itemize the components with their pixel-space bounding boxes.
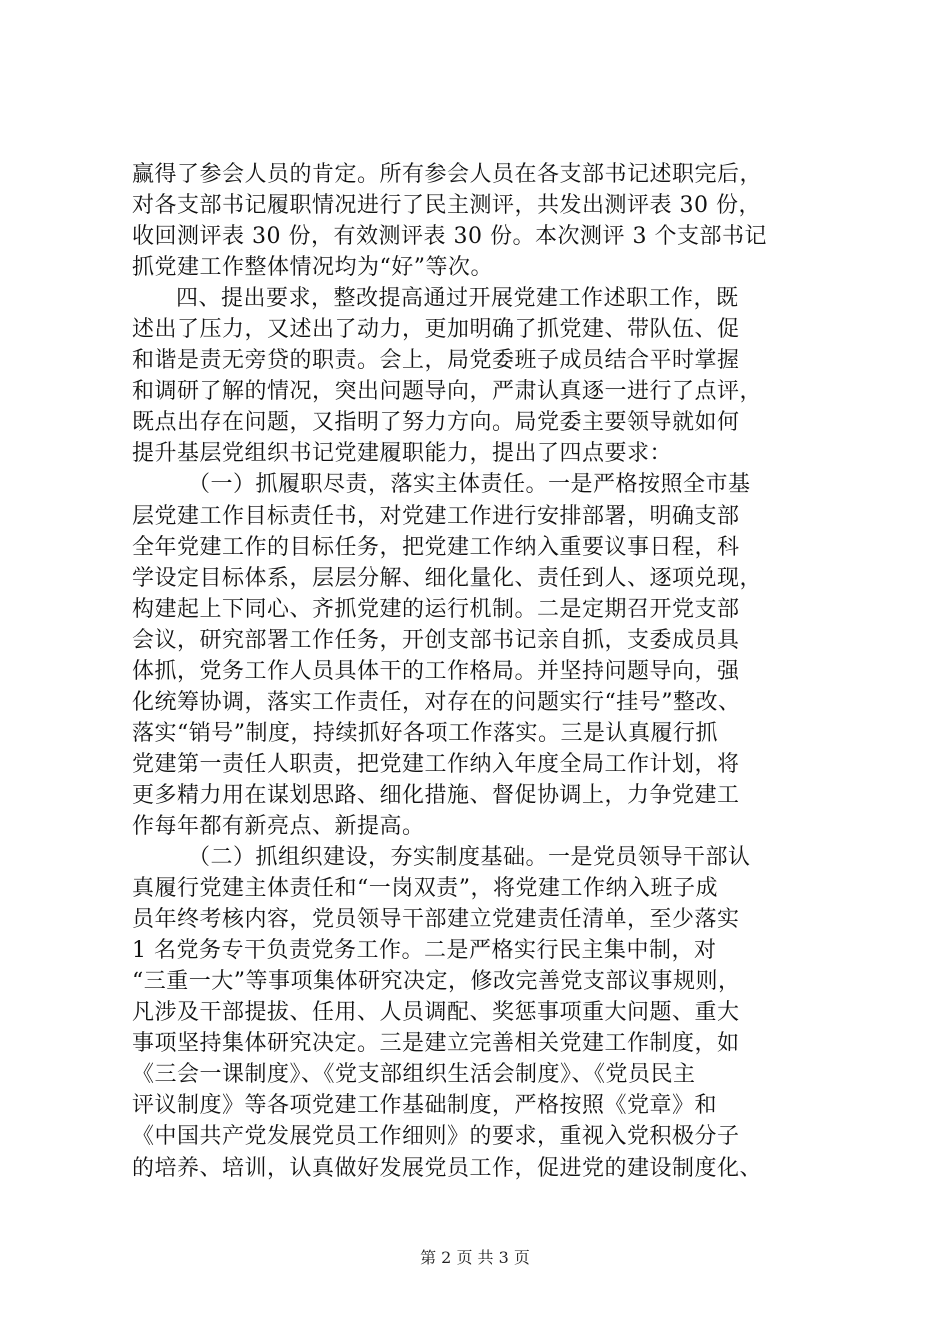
text-line: 落实“销号”制度，持续抓好各项工作落实。三是认真履行抓 xyxy=(132,720,718,746)
text-line: 真履行党建主体责任和“一岗双责”，将党建工作纳入班子成 xyxy=(132,876,718,902)
text-line: 体抓，党务工作人员具体干的工作格局。并坚持问题导向，强 xyxy=(132,658,740,684)
text-line: 全年党建工作的目标任务，把党建工作纳入重要议事日程，科 xyxy=(132,534,740,560)
text-line: 作每年都有新亮点、新提高。 xyxy=(132,813,425,839)
text-line: 凡涉及干部提拔、任用、人员调配、奖惩事项重大问题、重大 xyxy=(132,1000,740,1026)
text-line: 提升基层党组织书记党建履职能力，提出了四点要求： xyxy=(132,441,673,467)
text-line: 述出了压力，又述出了动力，更加明确了抓党建、带队伍、促 xyxy=(132,317,740,343)
text-line: 的培养、培训，认真做好发展党员工作，促进党的建设制度化、 xyxy=(132,1155,763,1181)
text-line: 和谐是责无旁贷的职责。会上，局党委班子成员结合平时掌握 xyxy=(132,348,740,374)
text-line: 既点出存在问题，又指明了努力方向。局党委主要领导就如何 xyxy=(132,410,740,436)
text-line: 化统筹协调，落实工作责任，对存在的问题实行“挂号”整改、 xyxy=(132,689,741,715)
text-line: 事项坚持集体研究决定。三是建立完善相关党建工作制度，如 xyxy=(132,1031,740,1057)
text-line: 四、提出要求，整改提高通过开展党建工作述职工作，既 xyxy=(176,286,739,312)
text-line: 赢得了参会人员的肯定。所有参会人员在各支部书记述职完后， xyxy=(132,162,763,187)
text-line: 会议，研究部署工作任务，开创支部书记亲自抓，支委成员具 xyxy=(132,627,740,653)
text-line: 层党建工作目标责任书，对党建工作进行安排部署，明确支部 xyxy=(132,503,740,529)
text-line: 更多精力用在谋划思路、细化措施、督促协调上，力争党建工 xyxy=(132,782,740,808)
text-line: 收回测评表 30 份，有效测评表 30 份。本次测评 3 个支部书记 xyxy=(132,224,767,250)
text-line: 对各支部书记履职情况进行了民主测评，共发出测评表 30 份， xyxy=(132,193,761,219)
text-line: 和调研了解的情况，突出问题导向，严肃认真逐一进行了点评， xyxy=(132,379,763,405)
text-line: 构建起上下同心、齐抓党建的运行机制。二是定期召开党支部 xyxy=(132,596,740,622)
text-line: （一）抓履职尽责，落实主体责任。一是严格按照全市基 xyxy=(188,472,751,498)
text-line: 抓党建工作整体情况均为“好”等次。 xyxy=(132,255,493,281)
text-line: “三重一大”等事项集体研究决定，修改完善党支部议事规则， xyxy=(132,969,741,995)
text-line: 评议制度》等各项党建工作基础制度，严格按照《党章》和 xyxy=(132,1093,718,1119)
page-number-footer: 第 2 页 共 3 页 xyxy=(420,1248,530,1267)
text-line: 学设定目标体系，层层分解、细化量化、责任到人、逐项兑现， xyxy=(132,565,763,591)
text-line: （二）抓组织建设，夯实制度基础。一是党员领导干部认 xyxy=(188,845,751,871)
text-line: 《中国共产党发展党员工作细则》的要求，重视入党积极分子 xyxy=(132,1124,740,1150)
document-body xyxy=(132,159,822,1184)
text-line: 党建第一责任人职责，把党建工作纳入年度全局工作计划，将 xyxy=(132,751,740,777)
text-line: 《三会一课制度》、《党支部组织生活会制度》、《党员民主 xyxy=(132,1062,696,1088)
text-line: 员年终考核内容，党员领导干部建立党建责任清单，至少落实 xyxy=(132,907,740,933)
text-line: 1 名党务专干负责党务工作。二是严格实行民主集中制，对 xyxy=(132,938,717,964)
